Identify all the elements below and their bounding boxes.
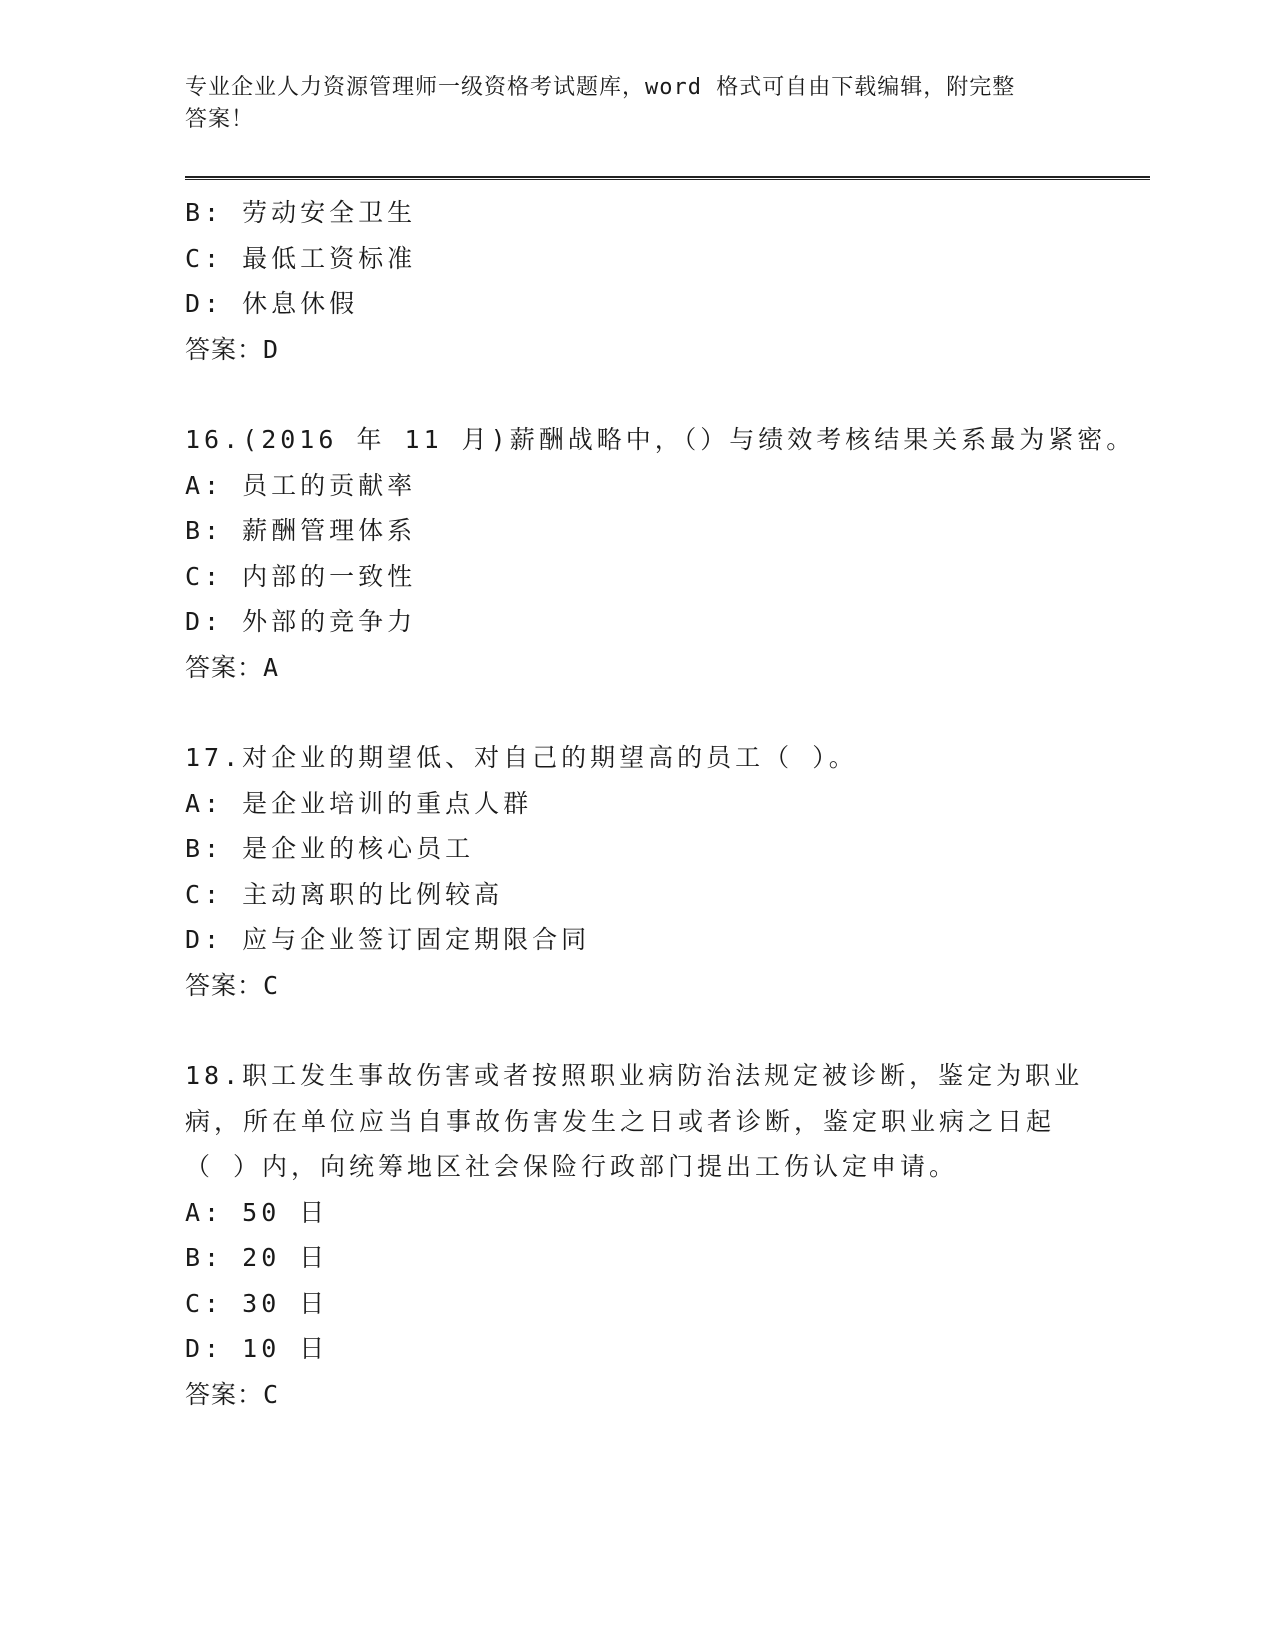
option-c: C: 最低工资标准 [185, 243, 417, 273]
option-a: A: 50 日 [185, 1197, 329, 1227]
option-d: D: 外部的竞争力 [185, 607, 417, 636]
page-header [185, 72, 1065, 136]
header-title-line2: 答案！ [185, 107, 255, 132]
answer-label: 答案： [185, 1379, 264, 1409]
option-a: A: 是企业培训的重点人群 [185, 788, 533, 818]
question-16 [185, 417, 1136, 690]
option-c: C: 主动离职的比例较高 [185, 879, 504, 909]
option-c: C: 30 日 [185, 1288, 329, 1318]
option-d: D: 休息休假 [185, 289, 359, 318]
option-a: A: 员工的贡献率 [185, 470, 417, 500]
option-b: B: 劳动安全卫生 [185, 198, 417, 227]
question-text-line1: 18.职工发生事故伤害或者按照职业病防治法规定被诊断，鉴定为职业 [185, 1061, 1084, 1090]
answer-value: C [263, 1379, 280, 1409]
answer-label: 答案： [185, 334, 264, 364]
answer-line [185, 327, 1085, 373]
option-b: B: 20 日 [185, 1243, 329, 1272]
question-text: 17.对企业的期望低、对自己的期望高的员工（ ）。 [185, 743, 858, 772]
answer-value: A [263, 652, 280, 682]
answer-label: 答案： [185, 970, 264, 1000]
answer-line [185, 963, 1085, 1009]
option-d: D: 应与企业签订固定期限合同 [185, 925, 591, 954]
question-18 [185, 1053, 1085, 1417]
question-list [185, 190, 1136, 1417]
answer-line [185, 645, 1085, 691]
question-17 [185, 735, 1085, 1008]
header-title-line1: 专业企业人力资源管理师一级资格考试题库，word 格式可自由下载编辑，附完整 [185, 75, 1016, 100]
option-b: B: 薪酬管理体系 [185, 516, 417, 545]
option-d: D: 10 日 [185, 1334, 329, 1363]
answer-value: C [263, 970, 280, 1000]
question-text-line2: 病，所在单位应当自事故伤害发生之日或者诊断，鉴定职业病之日起 [185, 1106, 1056, 1136]
question-text-line3: （ ）内，向统筹地区社会保险行政部门提出工伤认定申请。 [185, 1152, 959, 1181]
question-15-tail [185, 190, 1085, 372]
answer-line [185, 1372, 1085, 1418]
question-text: 16.(2016 年 11 月)薪酬战略中，（）与绩效考核结果关系最为紧密。 [185, 425, 1136, 454]
option-c: C: 内部的一致性 [185, 561, 417, 591]
answer-value: D [263, 334, 280, 364]
answer-label: 答案： [185, 652, 264, 682]
header-divider [185, 176, 1150, 180]
option-b: B: 是企业的核心员工 [185, 834, 475, 863]
